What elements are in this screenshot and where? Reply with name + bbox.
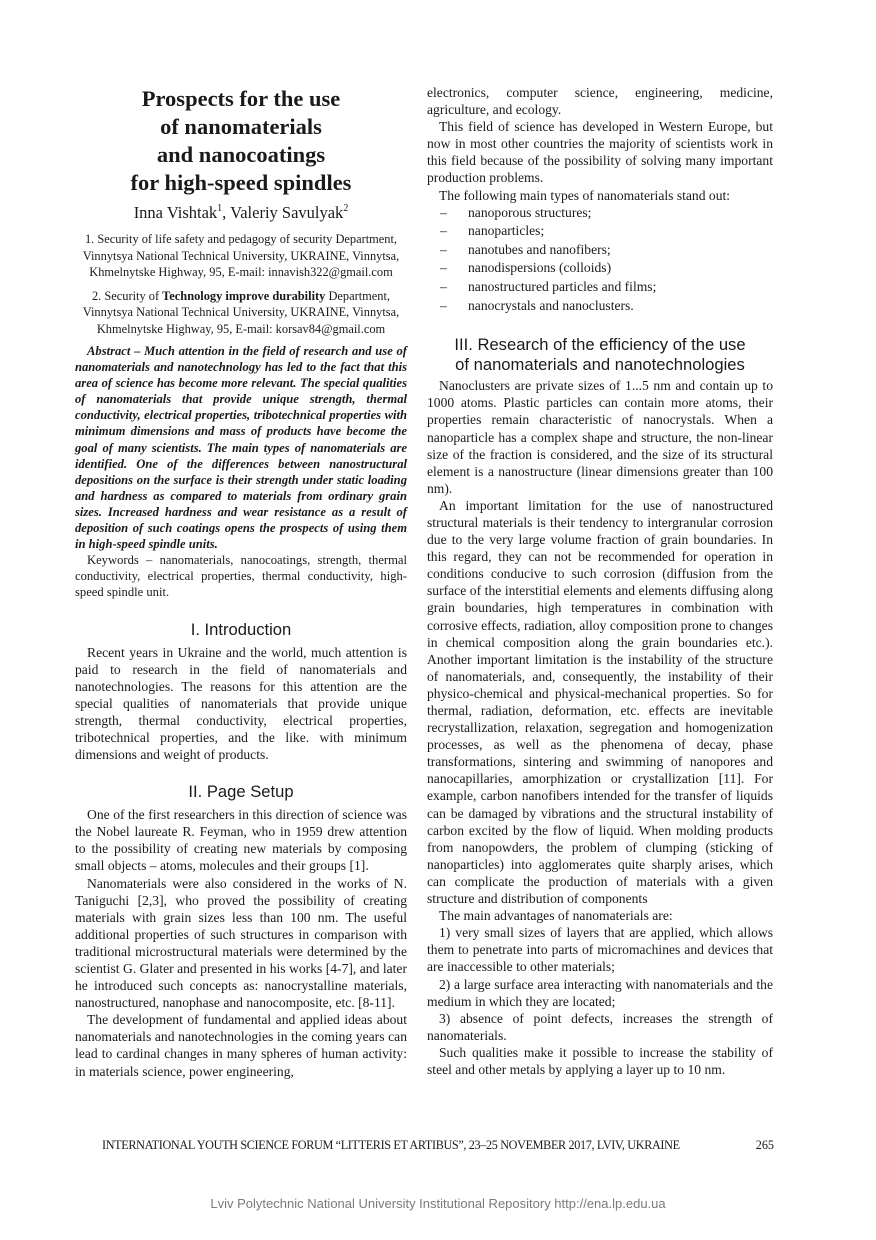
conference-name: INTERNATIONAL YOUTH SCIENCE FORUM “LITTERIS ET ARTIBUS”, 23–25 NOVEMBER 2017, LVIV, UKRAINE — [102, 1138, 680, 1152]
list-item-text: nanocrystals and nanoclusters. — [468, 297, 634, 313]
author-list — [75, 203, 407, 223]
advantage-item: 1) very small sizes of layers that are applied, which allows them to penetrate into parts of micromachines and devices that are inaccessible to other materials; — [427, 925, 773, 975]
heading-line: III. Research of the efficiency of the use — [454, 335, 746, 355]
advantage-item: 2) a large surface area interacting with nanomaterials and the medium in which they are located; — [427, 976, 773, 1009]
dash-bullet-icon: – — [440, 297, 447, 313]
page-number: 265 — [755, 1138, 774, 1152]
list-item-text: nanostructured particles and films; — [468, 279, 657, 295]
affiliation-department: Technology improve durability — [162, 288, 326, 303]
body-paragraph: Recent years in Ukraine and the world, much attention is paid to research in the field of nanomaterials and nanotechnologies. The reasons for this attention are the special qualities of nanomaterials that provide unique strength, thermal conductivity, electrical properties, tribotechnical properties, and the like. with minimum dimensions and weight of products. — [75, 644, 407, 763]
right-column — [427, 84, 773, 1078]
affiliation-line: 1. Security of life safety and pedagogy of security Department, — [84, 232, 398, 246]
affiliation-marker: 2 — [343, 203, 349, 214]
affiliation-1 — [75, 231, 407, 281]
body-paragraph: This field of science has developed in Western Europe, but now in most other countries the majority of scientists work in this field because of the possibility of solving many important production problems. — [427, 119, 773, 186]
author-separator: , — [222, 203, 231, 222]
paper-title — [75, 84, 407, 197]
affiliation-line: Khmelnytske Highway, 95, E-mail: korsav84@gmail.com — [96, 321, 386, 336]
affiliation-line: Khmelnytske Highway, 95, E-mail: innavish322@gmail.com — [89, 265, 393, 279]
body-paragraph: The main advantages of nanomaterials are: — [439, 908, 673, 924]
body-paragraph: Nanoclusters are private sizes of 1...5 nm and contain up to 1000 atoms. Plastic particles can contain more atoms, their properties remain characteristic of nanocrystals. When a nanoparticle has a complex shape and structure, the non-linear size of the fraction is considered, and the size of its structural element is a nanostructure (linear dimensions greater than 100 nm). — [427, 378, 773, 496]
affiliation-prefix: 2. Security of — [91, 288, 163, 303]
list-item — [427, 204, 773, 223]
dash-bullet-icon: – — [440, 260, 447, 276]
heading-line: of nanomaterials and nanotechnologies — [455, 354, 745, 374]
nanomaterial-types-list — [427, 204, 773, 316]
author-name: Inna Vishtak — [133, 203, 218, 222]
title-line: for high-speed spindles — [130, 170, 352, 195]
advantage-item: 3) absence of point defects, increases the strength of nanomaterials. — [427, 1010, 773, 1043]
left-column — [75, 84, 407, 1080]
section-heading-page-setup: II. Page Setup — [188, 782, 294, 802]
list-item — [427, 259, 773, 278]
affiliation-suffix: Department, — [325, 288, 391, 303]
dash-bullet-icon: – — [440, 204, 447, 220]
dash-bullet-icon: – — [440, 241, 447, 257]
body-paragraph: Nanomaterials were also considered in the works of N. Taniguchi [2,3], who proved the possibility of creating materials with grain sizes less than 100 nm. The useful additional properties of such structures in comparison with traditional microstructural materials were determined by the scientist G. Glater and presented in his works [4-7], and later he introduced such concepts as: nanocrystalline materials, nanostructured, nanophase and nanocomposite, etc. [8-11]. — [75, 875, 407, 1011]
title-line: and nanocoatings — [156, 142, 326, 167]
title-line: Prospects for the use — [141, 86, 341, 111]
abstract: Abstract – Much attention in the field of research and use of nanomaterials and nanotechnology has led to the fact that this area of science has become more relevant. The special qualities of nanomaterials that provide unique strength, thermal conductivity, electrical properties, tribotechnical properties with minimum dimensions and mass of products have become the goal of many scientists. The main types of nanomaterials are identified. One of the differences between nanostructural depositions on the surface is their strength under static loading and hardness as compared to materials from ordinary grain sizes. Increased hardness and wear resistance as a result of deposition of such coatings opens the prospects of using them in high-speed spindle units. — [75, 344, 407, 552]
body-paragraph: One of the first researchers in this direction of science was the Nobel laureate R. Feyman, who in 1959 drew attention to the possibility of creating new materials by composing small objects – atoms, molecules and their groups [1]. — [75, 807, 407, 874]
body-paragraph: The following main types of nanomaterials stand out: — [439, 187, 731, 203]
body-paragraph: An important limitation for the use of nanostructured structural materials is their tendency to intergranular corrosion due to the very large volume fraction of grain boundaries. In this regard, they can not be recommended for operation in conditions conducive to such corrosion (diffusion from the surface of the interstitial elements and elements diffusing along grain boundaries, high temperatures in combination with corrosive effects, radiation, alloy composition prone to changes in chemical composition along the grain boundaries etc.). Another important limitation is the instability of the structure of nanomaterials, and, consequently, the instability of their physico-chemical and physical-mechanical properties. So for thermal, radiation, deformation, etc. effects are inevitable recrystallization, relaxation, segregation and homogenization processes, as well as the phenomena of decay, phase transformations, sintering and swimming of nanopores and nanocapillaries, amorphization or crystallization [11]. For example, carbon nanofibers intended for the transfer of liquids can be damaged by vibrations and the structural instability of carbon excited by the flow of liquid. When molding products from nanopowders, the problem of clumping (sticking of nanoparticles) into agglomerates quite sharply arises, which can complicate the production of materials with a given structure and distribution of components — [427, 497, 773, 907]
dash-bullet-icon: – — [440, 223, 447, 239]
affiliation-marker: 1 — [217, 203, 223, 214]
section-heading-research — [427, 335, 773, 374]
list-item-text: nanotubes and nanofibers; — [468, 241, 611, 257]
list-item-text: nanoparticles; — [468, 223, 545, 239]
repository-watermark: Lviv Polytechnic National University Institutional Repository http://ena.lp.edu.ua — [210, 1196, 666, 1211]
title-line: of nanomaterials — [160, 114, 322, 139]
author-name: Valeriy Savulyak — [230, 203, 344, 222]
body-paragraph-continued: electronics, computer science, engineering, medicine, agriculture, and ecology. — [427, 85, 773, 118]
keywords: Keywords – nanomaterials, nanocoatings, strength, thermal conductivity, electrical properties, thermal conductivity, high-speed spindle unit. — [75, 553, 407, 600]
list-item-text: nanodispersions (colloids) — [468, 260, 612, 276]
affiliation-2 — [75, 288, 407, 338]
running-footer — [102, 1138, 774, 1153]
body-paragraph: The development of fundamental and applied ideas about nanomaterials and nanotechnologies in the coming years can lead to cardinal changes in many spheres of human activity: in materials science, power engineering, — [75, 1012, 407, 1079]
affiliation-line: Vinnytsya National Technical University, UKRAINE, Vinnytsa, — [82, 248, 400, 263]
list-item-text: nanoporous structures; — [468, 204, 592, 220]
affiliation-line: Vinnytsya National Technical University, UKRAINE, Vinnytsa, — [82, 305, 400, 319]
affiliation-line — [75, 288, 407, 305]
section-heading-introduction: I. Introduction — [190, 619, 292, 639]
list-item — [427, 278, 773, 297]
body-paragraph: Such qualities make it possible to increase the stability of steel and other metals by applying a layer up to 10 nm. — [427, 1044, 773, 1077]
dash-bullet-icon: – — [440, 279, 447, 295]
list-item — [427, 241, 773, 260]
list-item — [427, 297, 773, 316]
list-item — [427, 222, 773, 241]
